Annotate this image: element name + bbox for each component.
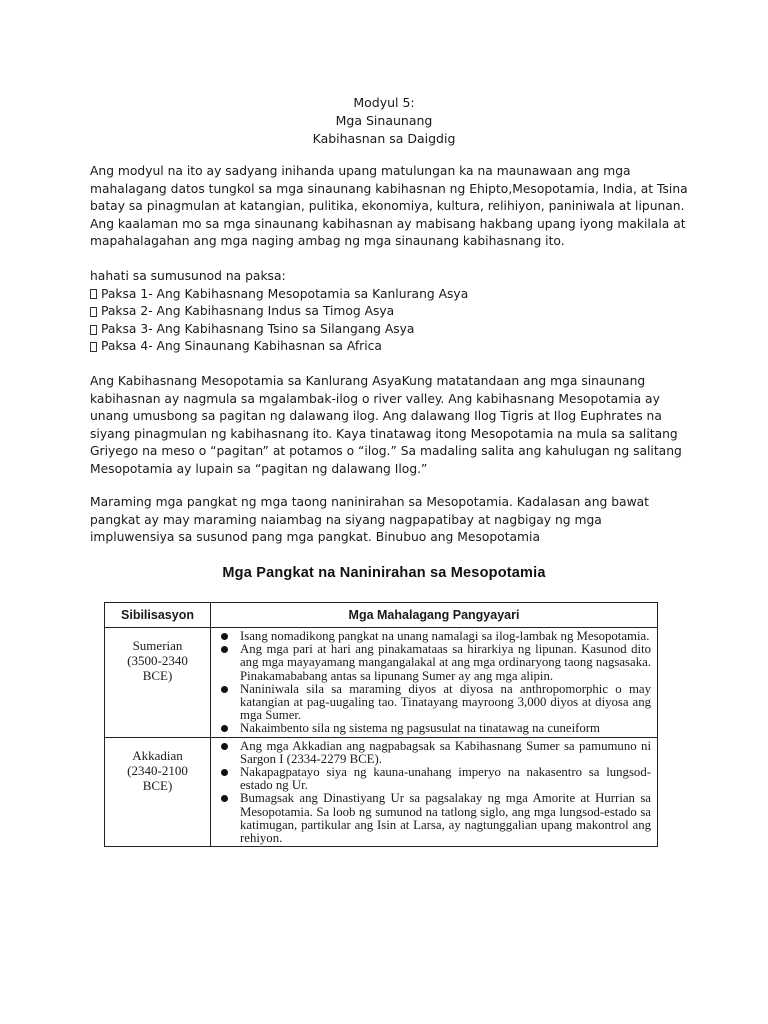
civilization-table [104,602,658,847]
list-item: Isang nomadikong pangkat na unang namalagi sa ilog-lambak ng Mesopotamia. [217,630,651,643]
topic-section [90,268,690,356]
events-list [211,628,657,736]
table-row [105,737,658,847]
civilization-name: Sumerian [132,638,183,653]
civilization-dates: (2340-2100 [127,762,188,778]
groups-paragraph [90,494,690,547]
missing-glyph-icon [90,342,97,352]
missing-glyph-icon [90,325,97,335]
civilization-name: Akkadian [132,747,183,763]
module-title-block [0,94,768,148]
topic-label: Paksa 1- Ang Kabihasnang Mesopotamia sa Kanlurang Asya [101,286,469,301]
list-item [90,286,690,304]
list-item [90,321,690,339]
module-title-line2: Kabihasnan sa Daigdig [312,131,456,146]
list-item: Nakaimbento sila ng sistema ng pagsusulat na tinatawag na cuneiform [217,722,651,735]
civilization-cell [105,737,211,847]
module-number: Modyul 5: [353,95,415,110]
intro-text: Ang modyul na ito ay sadyang inihanda upang matulungan ka na maunawaan ang mga mahalagang datos tungkol sa mga sinaunang kabihasnan ng Ehipto,Mesopotamia, India, at Tsina batay sa pinagmulan at katangian, pulitika, ekonomiya, kultura, relihiyon, paniniwala at lipunan. Ang kaalaman mo sa mga sinaunang kabihasnan ay mabisang hakbang upang iyong makilala at mapahalagahan ang mga naging ambag ng mga sinaunang kabihasnang ito. [90,164,688,249]
topic-label: Paksa 2- Ang Kabihasnang Indus sa Timog Asya [101,304,395,319]
events-list [211,738,657,846]
mesopotamia-paragraph [90,373,690,479]
list-item: Ang mga Akkadian ang nagpabagsak sa Kabihasnang Sumer sa pamumuno ni Sargon I (2334-2279 BCE). [217,740,651,766]
events-cell [211,628,658,738]
topic-list [90,286,690,356]
table-header-row [105,603,658,628]
topic-heading: hahati sa sumusunod na paksa: [90,269,286,283]
civilization-dates-end: BCE) [142,777,173,793]
events-cell [211,737,658,847]
topic-label: Paksa 3- Ang Kabihasnang Tsino sa Silangang Asya [101,321,415,336]
civilization-dates: (3500-2340 [127,653,188,668]
table-title: Mga Pangkat na Naninirahan sa Mesopotamia [222,565,546,581]
list-item: Naniniwala sila sa maraming diyos at diyosa na anthropomorphic o may katangian at pag-uugaling tao. Tinatayang mayroong 3,000 diyos at diyosa ang mga Sumer. [217,683,651,723]
list-item: Nakapagpatayo siya ng kauna-unahang imperyo na nakasentro sa lungsod-estado ng Ur. [217,766,651,792]
civilization-dates-end: BCE) [142,668,173,683]
missing-glyph-icon [90,289,97,299]
civilization-cell [105,628,211,738]
module-title-line1: Mga Sinaunang [335,113,433,128]
missing-glyph-icon [90,307,97,317]
list-item: Bumagsak ang Dinastiyang Ur sa pagsalakay ng mga Amorite at Hurrian sa Mesopotamia. Sa loob ng sumunod na tatlong siglo, ang mga lungsod-estado sa katimugan, partikular ang Isin at Larsa, ay nagtunggalian upang makontrol ang rehiyon. [217,792,651,845]
groups-text: Maraming mga pangkat ng mga taong naninirahan sa Mesopotamia. Kadalasan ang bawat pangkat ay may maraming naiambag na siyang nagpapatibay at nagbigay ng mga impluwensiya sa susunod pang mga pangkat. Binubuo ang Mesopotamia [90,495,649,545]
list-item: Ang mga pari at hari ang pinakamataas sa hirarkiya ng lipunan. Kasunod dito ang mga mayayamang mangangalakal at ang mga ordinaryong taong nagsasaka. Pinakamababang antas sa lipunang Sumer ay ang mga alipin. [217,643,651,683]
intro-paragraph [90,163,690,251]
topic-label: Paksa 4- Ang Sinaunang Kabihasnan sa Africa [101,339,382,354]
table-row [105,628,658,738]
list-item [90,338,690,356]
list-item [90,303,690,321]
mesopotamia-text: Ang Kabihasnang Mesopotamia sa Kanlurang AsyaKung matatandaan ang mga sinaunang kabihasnan ay nagmula sa mgalambak-ilog o river valley. Ang kabihasnang Mesopotamia ay unang umusbong sa pagitan ng dalawang ilog. Ang dalawang Ilog Tigris at Ilog Euphrates na siyang pinagmulan ng kabihasnang ito. Kaya tinatawag itong Mesopotamia na mula sa salitang Griyego na meso o “pagitan” at potamos o “ilog.” Sa madaling salita ang kahulugan ng salitang Mesopotamia ay lupain sa “pagitan ng dalawang Ilog.” [90,374,682,476]
column-header-civilization: Sibilisasyon [105,603,211,628]
column-header-events: Mga Mahalagang Pangyayari [211,603,658,628]
